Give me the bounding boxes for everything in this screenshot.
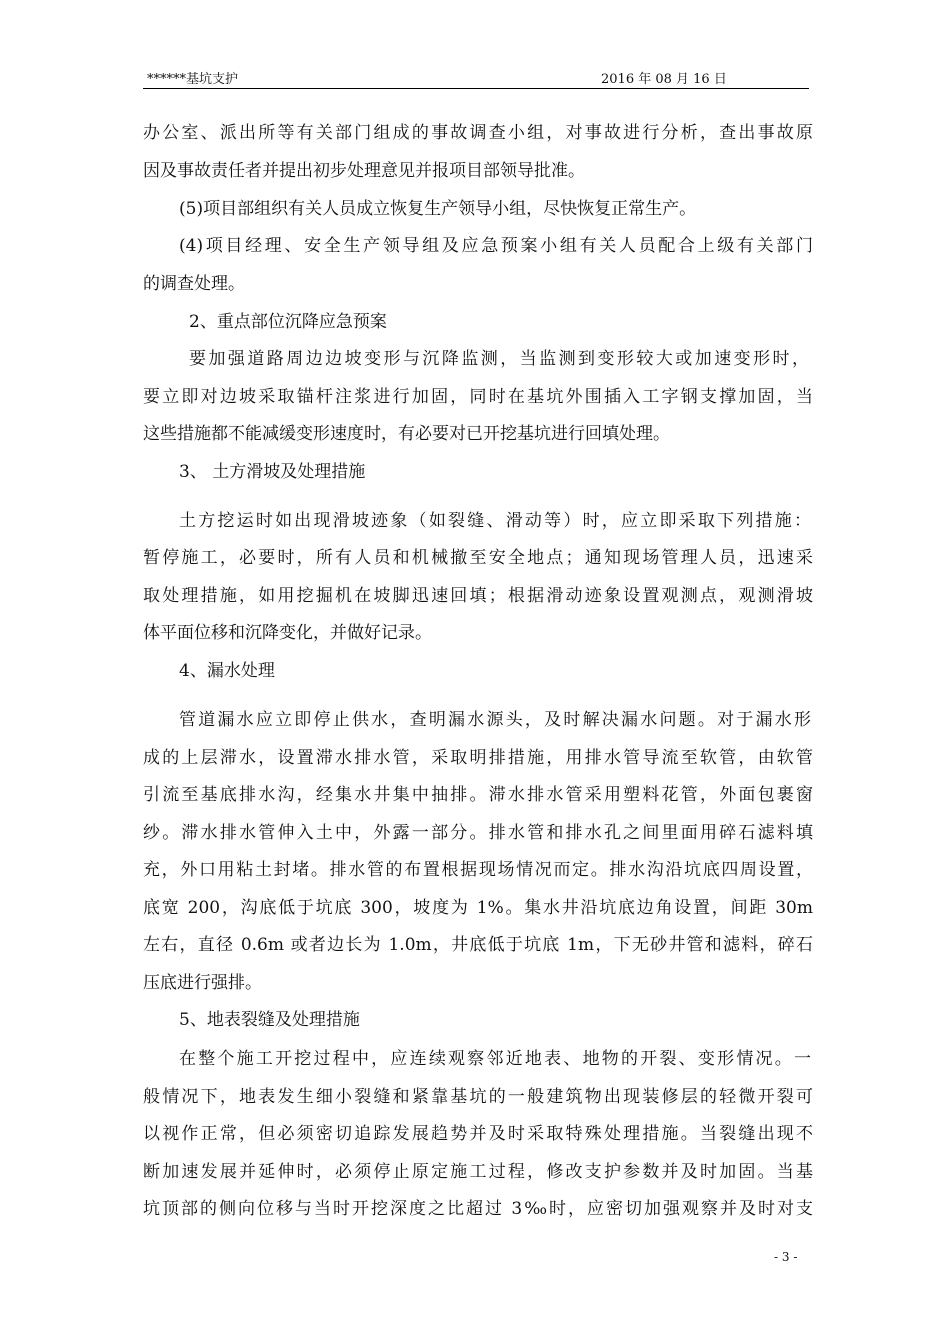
body-text-line: 取处理措施，如用挖掘机在坡脚迅速回填；根据滑动迹象设置观测点，观测滑坡 bbox=[143, 586, 813, 606]
body-text-line: 因及事故责任者并提出初步处理意见并报项目部领导批准。 bbox=[143, 161, 585, 181]
body-text-line: 土方挖运时如出现滑坡迹象（如裂缝、滑动等）时，应立即采取下列措施： bbox=[179, 511, 811, 531]
body-text-line: 充，外口用粘土封堵。排水管的布置根据现场情况而定。排水沟沿坑底四周设置， bbox=[143, 860, 813, 880]
body-text-line: (4)项目经理、安全生产领导组及应急预案小组有关人员配合上级有关部门 bbox=[179, 236, 813, 256]
body-text-line: 办公室、派出所等有关部门组成的事故调查小组，对事故进行分析，查出事故原 bbox=[143, 123, 813, 143]
body-text-line: 纱。滞水排水管伸入土中，外露一部分。排水管和排水孔之间里面用碎石滤料填 bbox=[143, 823, 813, 843]
body-text-line: 引流至基底排水沟，经集水井集中抽排。滞水排水管采用塑料花管，外面包裹窗 bbox=[143, 785, 813, 805]
body-text-line: 以视作正常，但必须密切追踪发展趋势并及时采取特殊处理措施。当裂缝出现不 bbox=[143, 1124, 813, 1144]
section-heading: 5、地表裂缝及处理措施 bbox=[179, 1010, 360, 1030]
body-text-line: 在整个施工开挖过程中，应连续观察邻近地表、地物的开裂、变形情况。一 bbox=[179, 1049, 811, 1069]
body-text-line: 底宽 200，沟底低于坑底 300，坡度为 1%。集水井沿坑底边角设置，间距 30m bbox=[143, 898, 813, 918]
page-number: - 3 - bbox=[774, 1250, 798, 1264]
page-header bbox=[143, 66, 809, 89]
body-text-line: 压底进行强排。 bbox=[143, 973, 262, 993]
body-text-line: 般情况下，地表发生细小裂缝和紧靠基坑的一般建筑物出现装修层的轻微开裂可 bbox=[143, 1087, 813, 1107]
section-heading: 4、漏水处理 bbox=[179, 661, 275, 681]
body-text-line: 成的上层滞水，设置滞水排水管，采取明排措施，用排水管导流至软管，由软管 bbox=[143, 748, 813, 768]
body-text-line: 这些措施都不能减缓变形速度时，有必要对已开挖基坑进行回填处理。 bbox=[143, 424, 670, 444]
section-heading: 2、重点部位沉降应急预案 bbox=[189, 312, 387, 332]
body-text-line: 体平面位移和沉降变化，并做好记录。 bbox=[143, 623, 432, 643]
body-text-line: 要立即对边坡采取锚杆注浆进行加固，同时在基坑外围插入工字钢支撑加固，当 bbox=[143, 387, 813, 407]
body-text-line: 左右，直径 0.6m 或者边长为 1.0m，井底低于坑底 1m，下无砂井管和滤料，碎石 bbox=[143, 935, 813, 955]
header-project-title: ******基坑支护 bbox=[147, 72, 239, 87]
body-text-line: 管道漏水应立即停止供水，查明漏水源头，及时解决漏水问题。对于漏水形 bbox=[179, 710, 811, 730]
body-text-line: 暂停施工，必要时，所有人员和机械撤至安全地点；通知现场管理人员，迅速采 bbox=[143, 548, 813, 568]
body-text-line: 要加强道路周边边坡变形与沉降监测，当监测到变形较大或加速变形时， bbox=[189, 349, 809, 369]
section-heading: 3、 土方滑坡及处理措施 bbox=[179, 462, 366, 482]
body-text-line: 坑顶部的侧向位移与当时开挖深度之比超过 3‰时，应密切加强观察并及时对支 bbox=[143, 1199, 813, 1219]
body-text-line: (5)项目部组织有关人员成立恢复生产领导小组，尽快恢复正常生产。 bbox=[179, 199, 697, 219]
header-date: 2016 年 08 月 16 日 bbox=[601, 72, 727, 87]
body-text-line: 的调查处理。 bbox=[143, 274, 245, 294]
body-text-line: 断加速发展并延伸时，必须停止原定施工过程，修改支护参数并及时加固。当基 bbox=[143, 1162, 813, 1182]
